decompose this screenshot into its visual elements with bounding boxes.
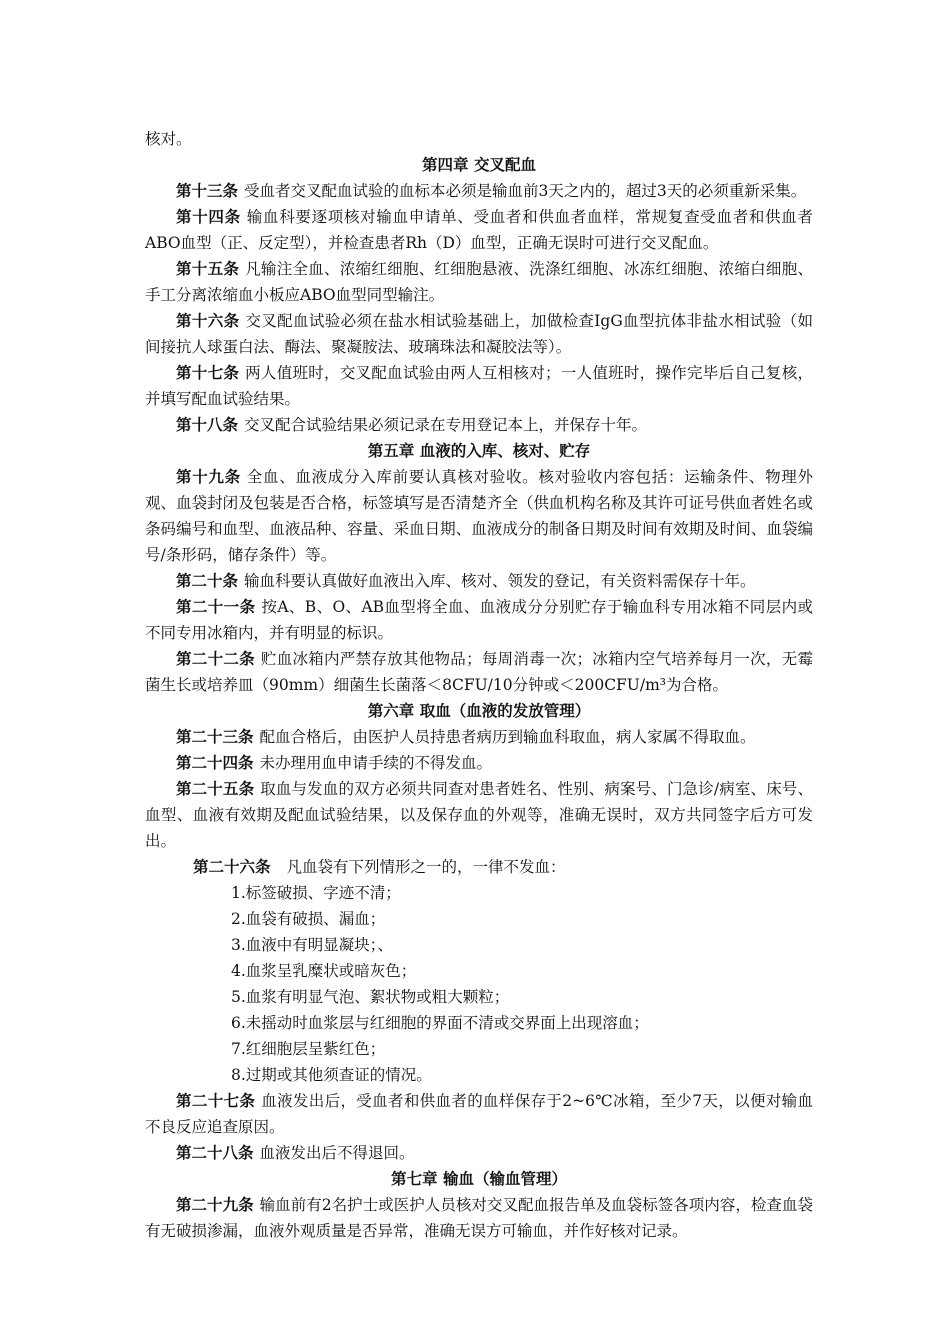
article-number: 第二十条 bbox=[176, 572, 239, 590]
article-29 bbox=[145, 1192, 813, 1244]
article-text: 输血科要逐项核对输血申请单、受血者和供血者血样，常规复查受血者和供血者ABO血型（正、反定型），并检查患者Rh（D）血型，正确无误时可进行交叉配血。 bbox=[145, 208, 813, 252]
article-number: 第二十七条 bbox=[176, 1092, 256, 1110]
article-15 bbox=[145, 256, 813, 308]
list-item: 3.血液中有明显凝块；、 bbox=[231, 936, 394, 954]
list-item: 7.红细胞层呈紫红色； bbox=[231, 1040, 386, 1058]
article-number: 第十三条 bbox=[176, 182, 239, 200]
article-text: 按A、B、O、AB血型将全血、血液成分分别贮存于输血科专用冰箱不同层内或不同专用冰箱内，并有明显的标识。 bbox=[145, 598, 813, 642]
article-17 bbox=[145, 360, 813, 412]
article-text: 凡血袋有下列情形之一的，一律不发血： bbox=[286, 858, 566, 876]
list-item: 1.标签破损、字迹不清； bbox=[231, 884, 401, 902]
article-number: 第十四条 bbox=[176, 208, 241, 226]
article-text: 贮血冰箱内严禁存放其他物品；每周消毒一次；冰箱内空气培养每月一次，无霉菌生长或培养皿（90mm）细菌生长菌落＜8CFU/10分钟或＜200CFU/m³为合格。 bbox=[145, 650, 813, 694]
chapter-5-heading: 第五章 血液的入库、核对、贮存 bbox=[367, 442, 591, 460]
article-text: 交叉配合试验结果必须记录在专用登记本上，并保存十年。 bbox=[244, 416, 648, 434]
article-25 bbox=[145, 776, 813, 854]
article-text: 配血合格后，由医护人员持患者病历到输血科取血，病人家属不得取血。 bbox=[259, 728, 756, 746]
article-text: 全血、血液成分入库前要认真核对验收。核对验收内容包括：运输条件、物理外观、血袋封闭及包装是否合格，标签填写是否清楚齐全（供血机构名称及其许可证号供血者姓名或条码编号和血型、血液品种、容量、采血日期、血液成分的制备日期及时间有效期及时间、血袋编号/条形码，储存条件）等。 bbox=[145, 468, 813, 564]
article-text: 输血科要认真做好血液出入库、核对、领发的登记，有关资料需保存十年。 bbox=[244, 572, 756, 590]
chapter-4-heading: 第四章 交叉配血 bbox=[422, 156, 536, 174]
article-text: 受血者交叉配血试验的血标本必须是输血前3天之内的，超过3天的必须重新采集。 bbox=[244, 182, 807, 200]
article-13 bbox=[145, 178, 813, 204]
article-text: 凡输注全血、浓缩红细胞、红细胞悬液、洗涤红细胞、冰冻红细胞、浓缩白细胞、手工分离浓缩血小板应ABO血型同型输注。 bbox=[145, 260, 813, 304]
article-text: 未办理用血申请手续的不得发血。 bbox=[259, 754, 493, 772]
list-item: 4.血浆呈乳糜状或暗灰色； bbox=[231, 962, 417, 980]
article-number: 第十六条 bbox=[176, 312, 240, 330]
article-number: 第二十九条 bbox=[176, 1196, 254, 1214]
article-26 bbox=[145, 854, 813, 880]
article-number: 第二十八条 bbox=[176, 1144, 254, 1162]
article-text: 血液发出后，受血者和供血者的血样保存于2~6℃冰箱，至少7天，以便对输血不良反应追查原因。 bbox=[145, 1092, 813, 1136]
article-number: 第十七条 bbox=[176, 364, 240, 382]
article-number: 第二十一条 bbox=[176, 598, 256, 616]
article-text: 交叉配血试验必须在盐水相试验基础上，加做检查IgG血型抗体非盐水相试验（如间接抗人球蛋白法、酶法、聚凝胺法、玻璃珠法和凝胶法等）。 bbox=[145, 312, 813, 356]
continuation-text: 核对。 bbox=[145, 130, 192, 148]
article-23 bbox=[145, 724, 813, 750]
list-item: 8.过期或其他须查证的情况。 bbox=[231, 1066, 432, 1084]
article-number: 第十五条 bbox=[176, 260, 240, 278]
article-text: 血液发出后不得退回。 bbox=[259, 1144, 415, 1162]
article-number: 第二十四条 bbox=[176, 754, 254, 772]
article-number: 第二十六条 bbox=[193, 858, 271, 876]
article-19 bbox=[145, 464, 813, 568]
article-21 bbox=[145, 594, 813, 646]
article-text: 输血前有2名护士或医护人员核对交叉配血报告单及血袋标签各项内容，检查血袋有无破损渗漏，血液外观质量是否异常，准确无误方可输血，并作好核对记录。 bbox=[145, 1196, 813, 1240]
article-28 bbox=[145, 1140, 813, 1166]
article-number: 第十八条 bbox=[176, 416, 239, 434]
article-24 bbox=[145, 750, 813, 776]
chapter-7-heading: 第七章 输血（输血管理） bbox=[391, 1170, 567, 1188]
article-number: 第二十三条 bbox=[176, 728, 254, 746]
chapter-6-heading: 第六章 取血（血液的发放管理） bbox=[367, 702, 591, 720]
article-22 bbox=[145, 646, 813, 698]
list-item: 2.血袋有破损、漏血； bbox=[231, 910, 386, 928]
article-20 bbox=[145, 568, 813, 594]
article-text: 取血与发血的双方必须共同查对患者姓名、性别、病案号、门急诊/病室、床号、血型、血液有效期及配血试验结果，以及保存血的外观等，准确无误时，双方共同签字后方可发出。 bbox=[145, 780, 813, 850]
article-number: 第二十五条 bbox=[176, 780, 255, 798]
article-26-list bbox=[145, 880, 813, 1088]
document-body bbox=[145, 126, 813, 1244]
article-27 bbox=[145, 1088, 813, 1140]
article-16 bbox=[145, 308, 813, 360]
article-number: 第十九条 bbox=[176, 468, 241, 486]
article-text: 两人值班时，交叉配血试验由两人互相核对；一人值班时，操作完毕后自己复核，并填写配血试验结果。 bbox=[145, 364, 813, 408]
article-number: 第二十二条 bbox=[176, 650, 255, 668]
list-item: 5.血浆有明显气泡、絮状物或粗大颗粒； bbox=[231, 988, 510, 1006]
article-18 bbox=[145, 412, 813, 438]
article-14 bbox=[145, 204, 813, 256]
list-item: 6.未摇动时血浆层与红细胞的界面不清或交界面上出现溶血； bbox=[231, 1014, 649, 1032]
